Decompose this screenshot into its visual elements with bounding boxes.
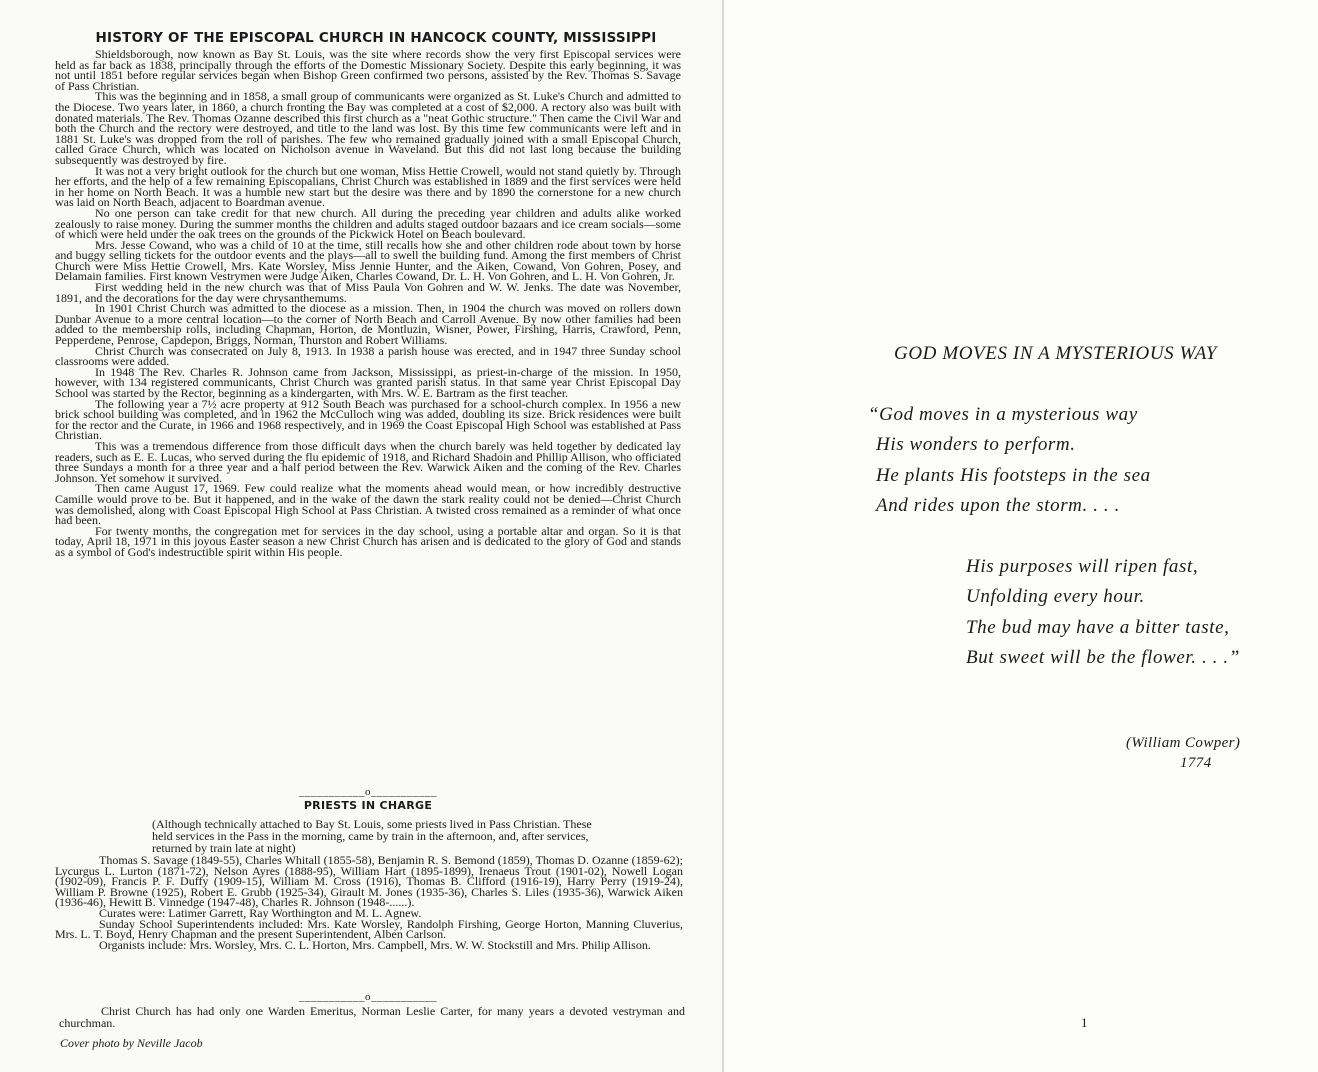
priests-heading: PRIESTS IN CHARGE: [303, 799, 433, 812]
history-paragraph: This was a tremendous difference from those difficult days when the church barely was held together by dedicated lay readers, such as E. E. Lucas, who served during the flu epidemic of 1918, and Richard Shadoin and Phillip Allison, who officiated three Sundays a month for a three year and a half period between the Rev. Warwick Aiken and the coming of the Rev. Charles Johnson. Yet somehow it survived.: [55, 438, 681, 485]
poem-line: His purposes will ripen fast,: [966, 556, 1199, 577]
history-paragraph: This was the beginning and in 1858, a small group of communicants were organized as St. Luke's Church and admitted to the Diocese. Two years later, in 1860, a church fronting the Bay was completed at a cost of $2,000. A rectory also was built with donated materials. The Rev. Thomas Ozanne described this first church as a "neat Gothic structure." Then came the Civil War and both the Church and the rectory were destroyed, and title to the land was lost. By this time few communicants were left and in 1881 St. Luke's was dropped from the roll of parishes. The few who remained gradually joined with a small Episcopal Church, called Grace Church, which was located on Nicholson avenue in Waveland. But this did not last long because the building subsequently was destroyed by fire.: [55, 89, 681, 167]
priests-paragraph: Thomas S. Savage (1849-55), Charles Whitall (1855-58), Benjamin R. S. Bemond (1859), Thomas D. Ozanne (1859-62); Lycurgus L. Lurton (1871-72), Nelson Ayres (1888-95), William Hart (1895-1899), Irenaeus Trout (1901-02), Nowell Logan (1902-09), Francis P. F. Duffy (1909-15), William M. Cross (1916), Thomas B. Clifford (1916-19), Harry Perry (1919-24), William P. Browne (1925), Robert E. Grubb (1925-34), Girault M. Jones (1935-36), Charles S. Liles (1935-36), Warwick Aiken (1936-46), Hewitt B. Vinnedge (1947-48), Charles R. Johnson (1948-......).: [55, 853, 683, 910]
history-paragraph: No one person can take credit for that new church. All during the preceding year children and adults alike worked zealously to raise money. During the summer months the children and adults staged outdoor bazaars and ice cream socials—some of which were held under the oak trees on the grounds of the Pickwick Hotel on Beach boulevard.: [55, 205, 681, 242]
poem-line: “God moves in a mysterious way: [868, 404, 1138, 425]
priests-note: (Although technically attached to Bay St. Louis, some priests lived in Pass Christian. These held services in the Pass in the morning, came by train in the afternoon, and, after services, returned by train late at night): [152, 817, 592, 855]
superintendents-paragraph: Sunday School Superintendents included: Mrs. Kate Worsley, Randolph Firshing, George Horton, Manning Cluverius, Mrs. L. T. Boyd, Henry Chapman and the present Superintendent, Alben Carlson.: [55, 916, 683, 942]
page-number: 1: [1081, 1015, 1088, 1030]
history-paragraph: Mrs. Jesse Cowand, who was a child of 10 at the time, still recalls how she and other children rode about town by horse and buggy selling tickets for the outdoor events and the plays—all to swell the building fund. Among the first members of Christ Church were Miss Hettie Crowell, Mrs. Kate Worsley, Miss Jennie Hunter, and the Aiken, Cowand, Von Gohren, Posey, and Delamain families. First known Vestrymen were Judge Aiken, Charles Cowand, Dr. L. H. Von Gohren, and L. H. Von Gohren, Jr.: [55, 237, 681, 284]
poem-line: But sweet will be the flower. . . .”: [966, 646, 1240, 668]
poem-line: The bud may have a bitter taste,: [966, 616, 1230, 638]
section-divider: ___________o___________: [299, 991, 437, 1003]
history-paragraph: It was not a very bright outlook for the church but one woman, Miss Hettie Crowell, would not stand quietly by. Through her efforts, and the help of a few remaining Episcopalians, Christ Church was established in 1889 and the first services were held in her home on North Beach. It was a humble new start but the desire was there and by 1890 the cornerstone for a new church was laid on North Beach, adjacent to Boardman avenue.: [55, 163, 681, 210]
curates-paragraph: Curates were: Latimer Garrett, Ray Worthington and M. L. Agnew.: [99, 905, 422, 920]
poem-line: And rides upon the storm. . . .: [876, 494, 1120, 516]
history-paragraph: For twenty months, the congregation met for services in the day school, using a portable altar and organ. So it is that today, April 18, 1971 in this joyous Easter season a new Christ Church has arisen and is dedicated to the glory of God and stands as a symbol of God's indestructible spirit within His people.: [55, 523, 681, 559]
poem-line: He plants His footsteps in the sea: [876, 464, 1151, 486]
history-paragraph: In 1901 Christ Church was admitted to the diocese as a mission. Then, in 1904 the church was moved on rollers down Dunbar Avenue to a more central location—to the corner of North Beach and Carroll Avenue. By now other families had been added to the membership rolls, including Chapman, Horton, de Montluzin, Wisner, Power, Firshing, Harris, Crawford, Penn, Pepperdene, Penrose, Capdepon, Briggs, Norman, Thurston and Robert Williams.: [55, 301, 681, 348]
poem-title: GOD MOVES IN A MYSTERIOUS WAY: [894, 343, 1218, 364]
history-paragraph: Christ Church was consecrated on July 8, 1913. In 1938 a parish house was erected, and in 1947 three Sunday school classrooms were added.: [55, 343, 681, 369]
history-paragraph: In 1948 The Rev. Charles R. Johnson came from Jackson, Mississippi, as priest-in-charge of the mission. In 1950, however, with 134 registered communicants, Christ Church was granted parish status. In that same year Christ Episcopal Day School was started by the Rector, beginning as a kindergarten, with Mrs. W. E. Bartram as the first teacher.: [55, 364, 681, 400]
history-paragraph: Then came August 17, 1969. Few could realize what the moments ahead would mean, or how incredibly destructive Camille would prove to be. But it happened, and in the wake of the dawn the stark reality could not be denied—Christ Church was demolished, along with Coast Episcopal High School at Pass Christian. A twisted cross remained as a reminder of what once had been.: [55, 481, 681, 528]
priests-list: [55, 855, 683, 950]
warden-text: Christ Church has had only one Warden Emeritus, Norman Leslie Carter, for many years a devoted vestryman and churchman.: [59, 1004, 685, 1030]
cover-photo-credit: Cover photo by Neville Jacob: [60, 1036, 203, 1050]
poem-year: 1774: [1180, 755, 1212, 771]
section-divider: ___________o___________: [299, 786, 437, 798]
history-paragraph: First wedding held in the new church was that of Miss Paula Von Gohren and W. W. Jenks. The date was November, 1891, and the decorations for the day were chrysanthemums.: [55, 280, 681, 305]
history-body: [55, 49, 681, 558]
history-paragraph: The following year a 7½ acre property at 912 South Beach was purchased for a school-church complex. In 1956 a new brick school building was completed, and in 1962 the McCulloch wing was added, doubling its size. Brick residences were built for the rector and the Curate, in 1966 and 1968 respectively, and in 1969 the Coast Episcopal High School was established at Pass Christian.: [55, 396, 681, 443]
organists-paragraph: Organists include: Mrs. Worsley, Mrs. C. L. Horton, Mrs. Campbell, Mrs. W. W. Stockstill and Mrs. Philip Allison.: [99, 937, 651, 952]
poem-stanza-1: [868, 400, 1151, 521]
poem-author: (William Cowper): [1126, 735, 1241, 751]
history-title: HISTORY OF THE EPISCOPAL CHURCH IN HANCOCK COUNTY, MISSISSIPPI: [95, 30, 657, 46]
right-page: [724, 0, 1318, 1072]
poem-line: Unfolding every hour.: [966, 586, 1145, 608]
poem-stanza-2: [966, 552, 1240, 673]
history-paragraph: Shieldsborough, now known as Bay St. Louis, was the site where records show the very first Episcopal services were held as far back as 1838, principally through the efforts of the Domestic Missionary Society. Despite this early beginning, it was not until 1851 before regular services began when Bishop Green confirmed two persons, assisted by the Rev. Thomas S. Savage of Pass Christian.: [55, 47, 681, 93]
poem-line: His wonders to perform.: [876, 434, 1076, 456]
